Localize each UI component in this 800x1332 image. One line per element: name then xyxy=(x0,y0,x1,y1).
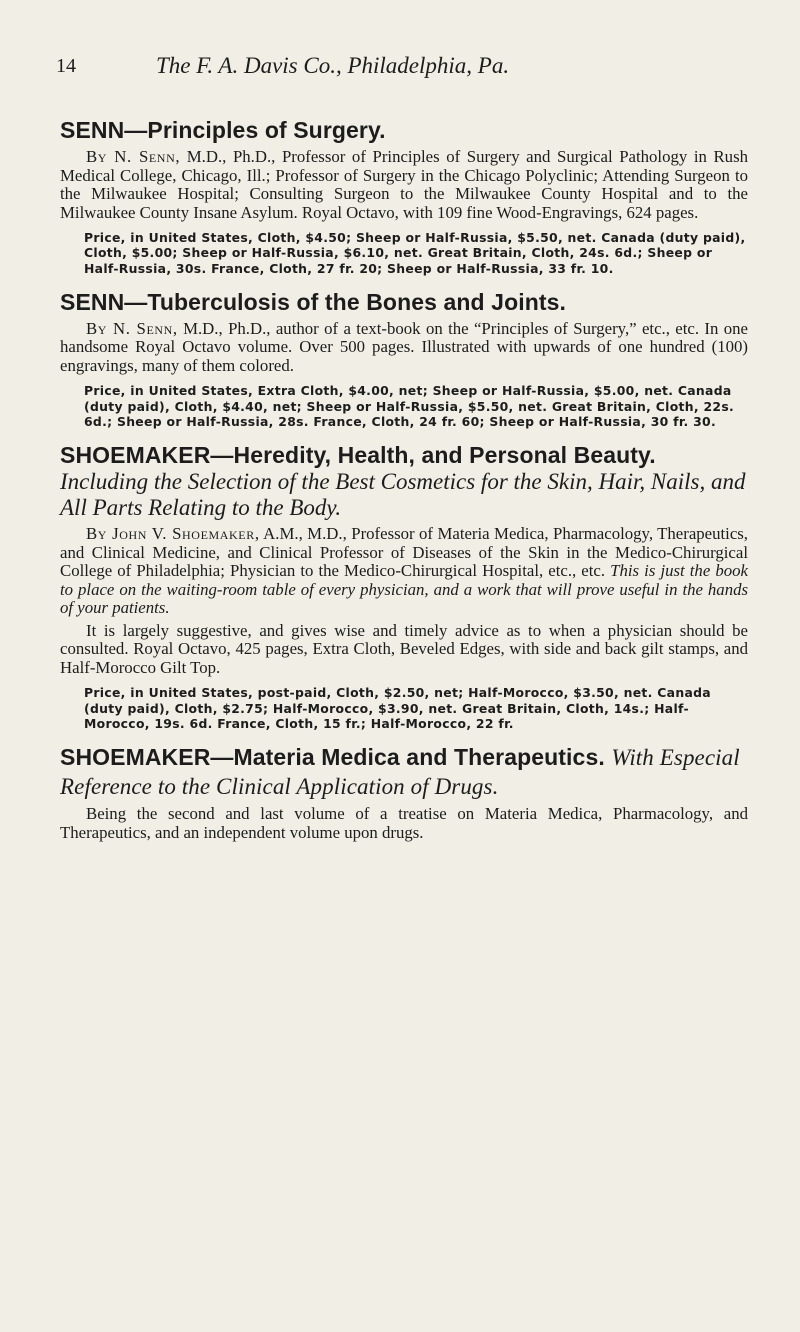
running-title: The F. A. Davis Co., Philadelphia, Pa. xyxy=(156,53,510,78)
italic-note: This is just the book to place on the waiting-room table of every physician, and a work that will prove useful in the hands of your patients. xyxy=(60,561,748,618)
entry-description xyxy=(60,148,748,222)
entry-title: SENN—Principles of Surgery. xyxy=(60,117,386,143)
entry-description xyxy=(60,320,748,376)
entry-description-2: It is largely suggestive, and gives wise and timely advice as to when a physician should be consulted. Royal Octavo, 425 pages, Extra Cloth, Beveled Edges, with side and back gilt stamps, and Half-Morocco Gilt Top. xyxy=(60,620,748,677)
entry-title xyxy=(60,743,748,801)
entry-description xyxy=(60,525,748,618)
entry-senn-tuberculosis xyxy=(60,288,748,429)
entry-title-italic: With Especial Reference to the Clinical Application of Drugs. xyxy=(60,745,740,800)
byline: By N. Senn, xyxy=(86,318,178,338)
entries xyxy=(60,116,748,854)
description-text: M.D., Ph.D., Professor of Principles of Surgery and Surgical Pathology in Rush Medical College, Chicago, Ill.; Professor of Surgery in the Chicago Polyclinic; Attending Surgeon to the Milwaukee Hospital; Consulting Surgeon to the Milwaukee County Hospital and to the Milwaukee County Insane Asylum. Royal Octavo, with 109 fine Wood-Engravings, 624 pages. xyxy=(60,147,748,222)
price-list: Price, in United States, Cloth, $4.50; Sheep or Half-Russia, $5.50, net. Canada (duty paid), Cloth, $5.00; Sheep or Half-Russia, $6.10, net. Great Britain, Cloth, 24s. 6d.; Sheep or Half-Russia, 30s. France, Cloth, 27 fr. 20; Sheep or Half-Russia, 33 fr. 10. xyxy=(84,230,746,276)
entry-shoemaker-materia-medica xyxy=(60,743,748,842)
entry-description: Being the second and last volume of a treatise on Materia Medica, Pharmacology, and Therapeutics, and an independent volume upon drugs. xyxy=(60,804,748,842)
description-text: A.M., M.D., Professor of Materia Medica, Pharmacology, Therapeutics, and Clinical Medicine, and Clinical Professor of Diseases of the Skin in the Medico-Chirurgical College of Philadelphia; Physician to the Medico-Chirurgical Hospital, etc., etc. xyxy=(60,524,748,581)
entry-title-text: SHOEMAKER—Materia Medica and Therapeutics. xyxy=(60,744,605,771)
entry-subtitle: Including the Selection of the Best Cosmetics for the Skin, Hair, Nails, and All Parts Relating to the Body. xyxy=(60,469,746,521)
entry-senn-principles xyxy=(60,116,748,276)
page-number: 14 xyxy=(56,55,76,77)
entry-title: SHOEMAKER—Heredity, Health, and Personal Beauty. xyxy=(60,442,656,469)
byline: By John V. Shoemaker, xyxy=(86,524,260,544)
price-list: Price, in United States, Extra Cloth, $4.00, net; Sheep or Half-Russia, $5.00, net. Canada (duty paid), Cloth, $4.40, net; Sheep or Half-Russia, $5.50, net. Great Britain, Cloth, 22s. 6d.; Sheep or Half-Russia, 28s. France, Cloth, 24 fr. 60; Sheep or Half-Russia, 30 fr. 30. xyxy=(84,383,735,429)
description-text: M.D., Ph.D., author of a text-book on the “Principles of Surgery,” etc., etc. In one handsome Royal Octavo volume. Over 500 pages. Illustrated with upwards of one hundred (100) engravings, many of them colored. xyxy=(60,318,748,375)
byline: By N. Senn, xyxy=(86,147,181,166)
entry-shoemaker-heredity xyxy=(60,441,748,731)
price-list: Price, in United States, post-paid, Cloth, $2.50, net; Half-Morocco, $3.50, net. Canada (duty paid), Cloth, $2.75; Half-Morocco, $3.90, net. Great Britain, Cloth, 14s.; Half-Morocco, 19s. 6d. France, Cloth, 15 fr.; Half-Morocco, 22 fr. xyxy=(84,685,711,731)
entry-title: SENN—Tuberculosis of the Bones and Joints. xyxy=(60,288,566,315)
